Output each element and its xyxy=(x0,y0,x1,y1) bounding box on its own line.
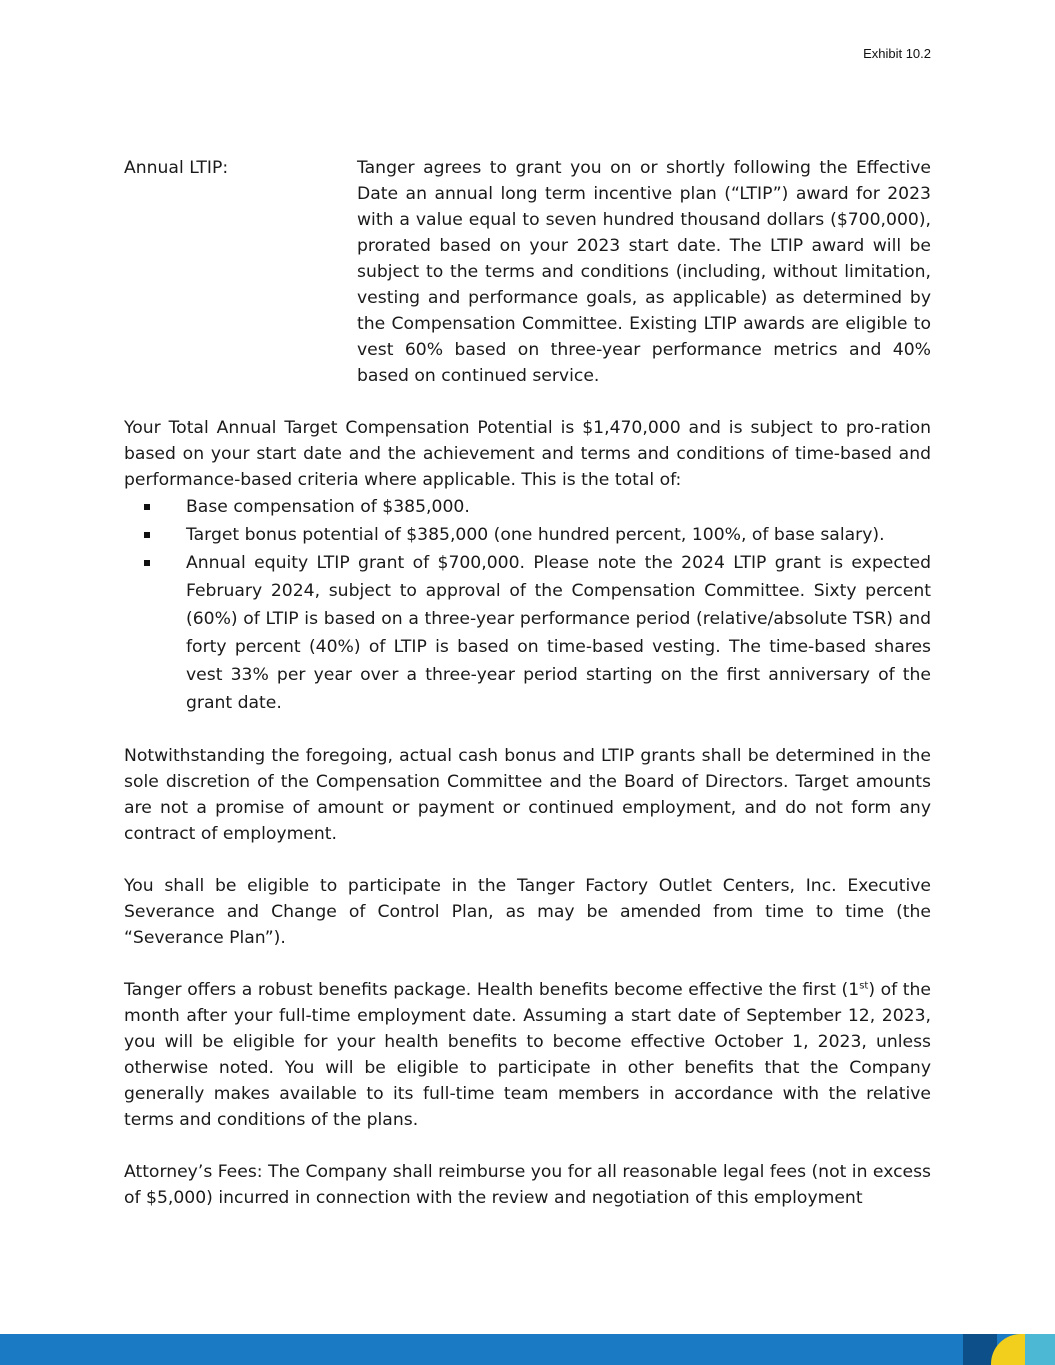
bullet-equity-ltip xyxy=(124,549,931,717)
total-comp-intro: Your Total Annual Target Compensation Potential is $1,470,000 and is subject to pro-ration based on your start date and the achievement and terms and conditions of time-based and performance-based criteria where applicable. This is the total of: xyxy=(124,418,931,490)
severance-paragraph: You shall be eligible to participate in the Tanger Factory Outlet Centers, Inc. Executive Severance and Change of Control Plan, as may be amended from time to time (the “Severance Plan”). xyxy=(124,876,931,948)
benefits-superscript: st xyxy=(859,980,869,992)
bullet-base-comp xyxy=(124,493,931,521)
bullet-text: Annual equity LTIP grant of $700,000. Please note the 2024 LTIP grant is expected February 2024, subject to approval of the Compensation Committee. Sixty percent (60%) of LTIP is based on a three-year performance period (relative/absolute TSR) and forty percent (40%) of LTIP is based on time-based vesting. The time-based shares vest 33% per year over a three-year period starting on the first anniversary of the grant date. xyxy=(186,553,931,713)
total-comp-bullets xyxy=(124,493,931,717)
ltip-label: Annual LTIP: xyxy=(124,158,229,178)
benefits-text-part2: ) of the month after your full-time employment date. Assuming a start date of September 12, 2023, you will be eligible for your health benefits to become effective October 1, 2023, unless otherwise noted. You will be eligible to participate in other benefits that the Company generally makes available to its full-time team members in accordance with the relative terms and conditions of the plans. xyxy=(124,980,932,1130)
square-bullet-icon xyxy=(144,504,150,510)
document-body xyxy=(124,155,931,1211)
square-bullet-icon xyxy=(144,532,150,538)
attorney-fees-paragraph: Attorney’s Fees: The Company shall reimburse you for all reasonable legal fees (not in excess of $5,000) incurred in connection with the review and negotiation of this employment xyxy=(124,1162,932,1208)
exhibit-label: Exhibit 10.2 xyxy=(863,46,931,61)
bullet-text: Base compensation of $385,000. xyxy=(186,497,470,517)
footer-bar xyxy=(0,1334,1055,1365)
notwithstanding-paragraph: Notwithstanding the foregoing, actual cash bonus and LTIP grants shall be determined in the sole discretion of the Compensation Committee and the Board of Directors. Target amounts are not a promise of amount or payment or continued employment, and do not form any contract of employment. xyxy=(124,746,931,844)
bullet-target-bonus xyxy=(124,521,931,549)
bullet-text: Target bonus potential of $385,000 (one hundred percent, 100%, of base salary). xyxy=(186,525,885,545)
benefits-paragraph xyxy=(124,977,931,1133)
benefits-text-part1: Tanger offers a robust benefits package. Health benefits become effective the first (1 xyxy=(124,980,860,1000)
footer-teal-block xyxy=(1025,1334,1055,1365)
square-bullet-icon xyxy=(144,560,150,566)
ltip-section xyxy=(124,155,931,389)
ltip-text: Tanger agrees to grant you on or shortly following the Effective Date an annual long term incentive plan (“LTIP”) award for 2023 with a value equal to seven hundred thousand dollars ($700,000), prorated based on your 2023 start date. The LTIP award will be subject to the terms and conditions (including, without limitation, vesting and performance goals, as applicable) as determined by the Compensation Committee. Existing LTIP awards are eligible to vest 60% based on three-year performance metrics and 40% based on continued service. xyxy=(357,158,931,386)
